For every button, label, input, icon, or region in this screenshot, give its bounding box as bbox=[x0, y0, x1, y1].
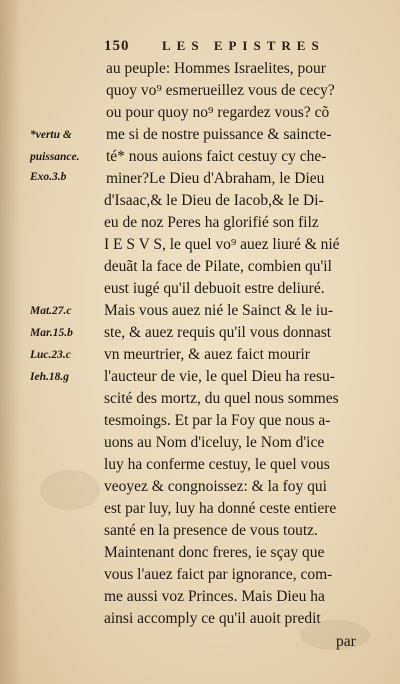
text-line: ainsi accomply ce qu'il auoit predit bbox=[104, 610, 321, 627]
text-line: eust iugé qu'il debuoit estre deliuré. bbox=[104, 280, 325, 297]
text-line: uons au Nom d'iceluy, le Nom d'ice bbox=[104, 434, 325, 451]
text-line: veoyez & congnoissez: & la foy qui bbox=[104, 478, 327, 495]
text-line: l'aucteur de vie, le quel Dieu ha resu- bbox=[104, 368, 335, 385]
margin-note: Luc.23.c bbox=[30, 349, 71, 361]
text-line: Mais vous auez nié le Sainct & le iu- bbox=[104, 302, 333, 319]
catchword: par bbox=[336, 633, 356, 650]
margin-note: Ieh.18.g bbox=[30, 371, 69, 383]
page-number: 150 bbox=[104, 38, 130, 54]
text-line: vous l'auez faict par ignorance, com- bbox=[104, 566, 333, 583]
margin-note: Exo.3.b bbox=[30, 171, 67, 183]
text-line: ste, & auez requis qu'il vous donnast bbox=[104, 324, 332, 341]
text-line: me si de nostre puissance & saincte- bbox=[106, 126, 332, 143]
text-line: santé en la presence de vous toutz. bbox=[104, 522, 318, 539]
text-line: I E S V S, le quel vo⁹ auez liuré & nié bbox=[104, 236, 340, 253]
text-line: eu de noz Peres ha glorifié son filz bbox=[104, 214, 319, 231]
gutter-shadow bbox=[0, 0, 22, 684]
running-head: LES EPISTRES bbox=[162, 38, 325, 53]
text-line: me aussi voz Princes. Mais Dieu ha bbox=[104, 588, 325, 605]
paper-stain bbox=[40, 470, 100, 510]
text-line: Maintenant donc freres, ie sçay que bbox=[104, 544, 325, 561]
text-line: au peuple: Hommes Israelites, pour bbox=[106, 60, 326, 77]
text-line: scité des mortz, du quel nous sommes bbox=[104, 390, 339, 407]
text-line: ou pour quoy no⁹ regardez vous? cõ bbox=[106, 104, 330, 121]
text-line: té* nous auions faict cestuy cy che- bbox=[106, 148, 327, 165]
margin-note: Mar.15.b bbox=[30, 327, 73, 339]
margin-note: puissance. bbox=[30, 151, 80, 163]
text-line: miner?Le Dieu d'Abraham, le Dieu bbox=[106, 170, 325, 187]
text-line: quoy vo⁹ esmerueillez vous de cecy? bbox=[106, 82, 335, 99]
text-line: deuãt la face de Pilate, combien qu'il bbox=[104, 258, 332, 275]
text-line: luy ha conferme cestuy, le quel vous bbox=[104, 456, 330, 473]
page-header bbox=[104, 38, 366, 60]
text-line: vn meurtrier, & auez faict mourir bbox=[104, 346, 310, 363]
text-line: d'Isaac,& le Dieu de Iacob,& le Di- bbox=[104, 192, 324, 209]
margin-note: *vertu & bbox=[30, 129, 72, 141]
margin-note: Mat.27.c bbox=[30, 305, 72, 317]
text-line: est par luy, luy ha donné ceste entiere bbox=[104, 500, 337, 517]
text-line: tesmoings. Et par la Foy que nous a- bbox=[104, 412, 331, 429]
